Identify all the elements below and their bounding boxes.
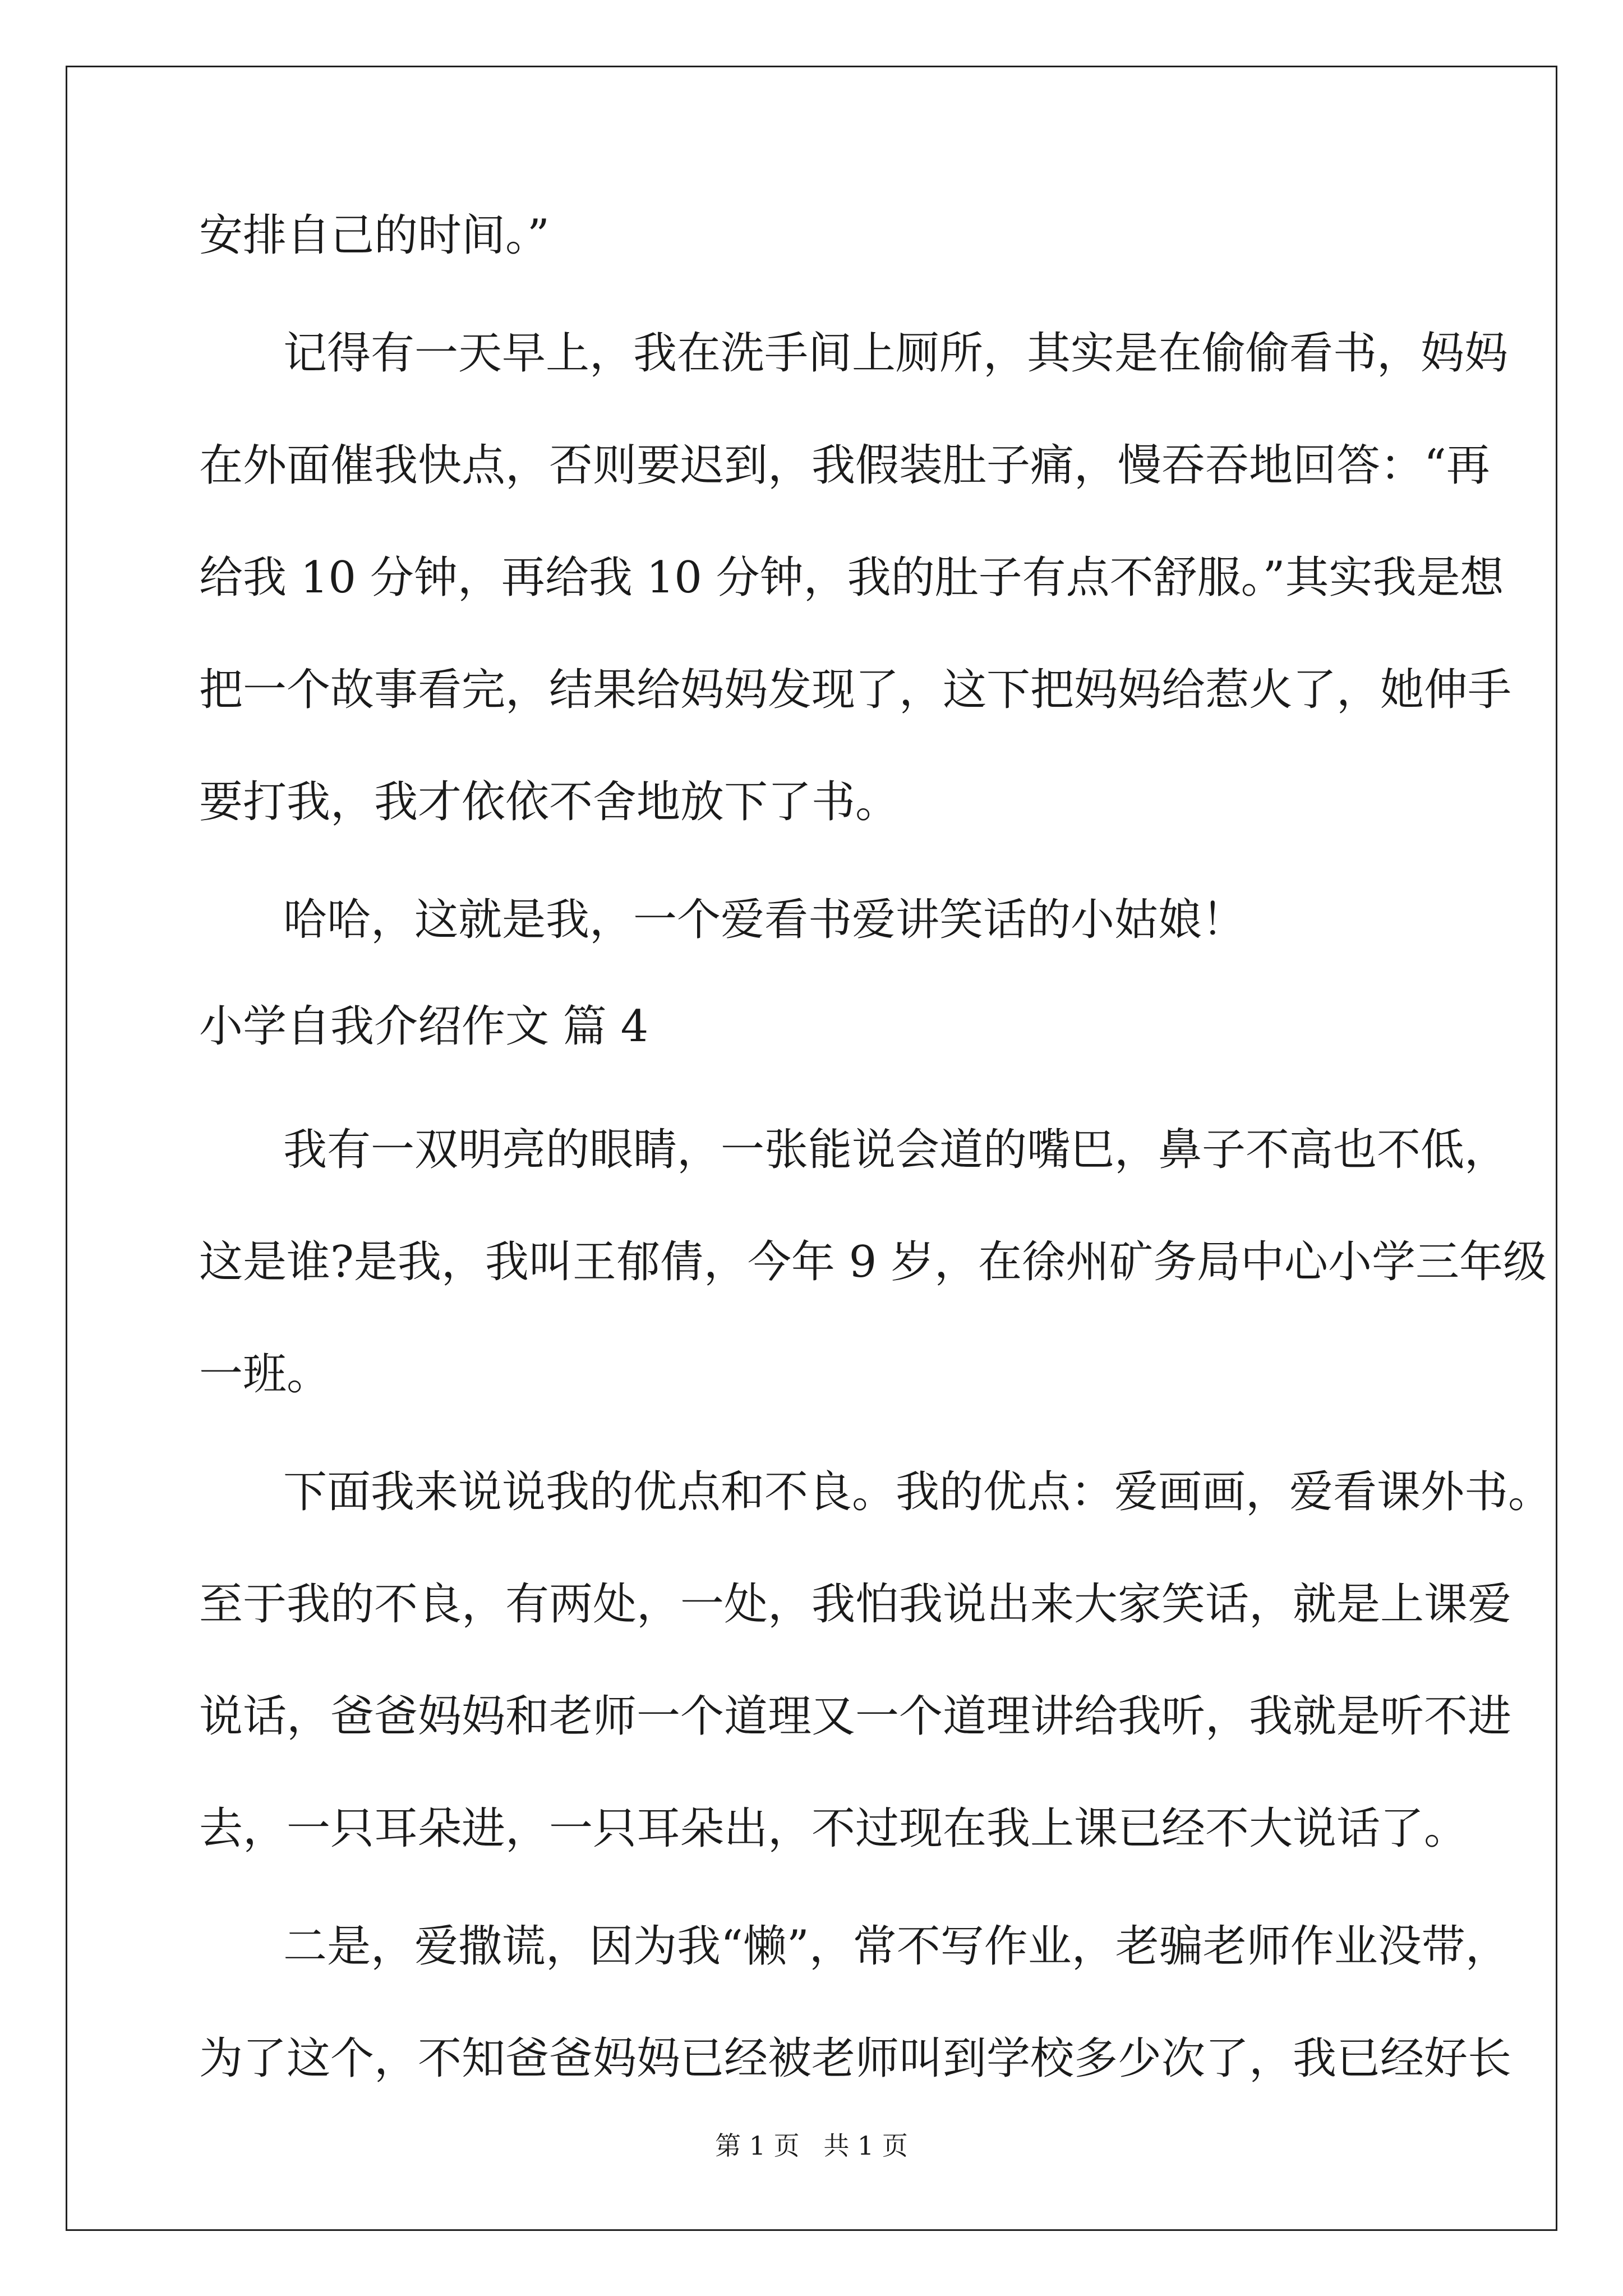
section-heading: 小学自我介绍作文 篇 4 [199, 1001, 649, 1052]
paragraph-line: 我有一双明亮的眼睛，一张能说会道的嘴巴，鼻子不高也不低， [283, 1125, 1509, 1175]
text-line: 去，一只耳朵进，一只耳朵出，不过现在我上课已经不大说话了。 [199, 1803, 1468, 1854]
paragraph-line: 哈哈，这就是我，一个爱看书爱讲笑话的小姑娘！ [283, 895, 1246, 945]
page-footer [0, 2129, 1623, 2162]
paragraph-line: 记得有一天早上，我在洗手间上厕所，其实是在偷偷看书，妈妈 [283, 328, 1509, 379]
text-line: 在外面催我快点，否则要迟到，我假装肚子痛，慢吞吞地回答：“再 [199, 440, 1490, 491]
text-line: 一班。 [199, 1349, 331, 1400]
text-line: 说话，爸爸妈妈和老师一个道理又一个道理讲给我听，我就是听不进 [199, 1691, 1512, 1742]
text-line: 把一个故事看完，结果给妈妈发现了，这下把妈妈给惹火了，她伸手 [199, 665, 1512, 715]
text-line: 要打我，我才依依不舍地放下了书。 [199, 777, 900, 827]
text-line: 这是谁?是我，我叫王郁倩，今年 9 岁，在徐州矿务局中心小学三年级 [199, 1237, 1547, 1287]
text-line: 至于我的不良，有两处，一处，我怕我说出来大家笑话，就是上课爱 [199, 1579, 1512, 1630]
page-total: 共 1 页 [823, 2131, 908, 2161]
paragraph-line: 二是，爱撒谎，因为我“懒”，常不写作业，老骗老师作业没带， [283, 1921, 1509, 1972]
text-line: 安排自己的时间。” [199, 210, 550, 261]
paragraph-line: 下面我来说说我的优点和不良。我的优点：爱画画，爱看课外书。 [283, 1467, 1552, 1517]
page-number: 第 1 页 [715, 2131, 800, 2161]
text-line: 给我 10 分钟，再给我 10 分钟，我的肚子有点不舒服。”其实我是想 [199, 553, 1504, 603]
text-line: 为了这个，不知爸爸妈妈已经被老师叫到学校多少次了，我已经好长 [199, 2033, 1512, 2084]
